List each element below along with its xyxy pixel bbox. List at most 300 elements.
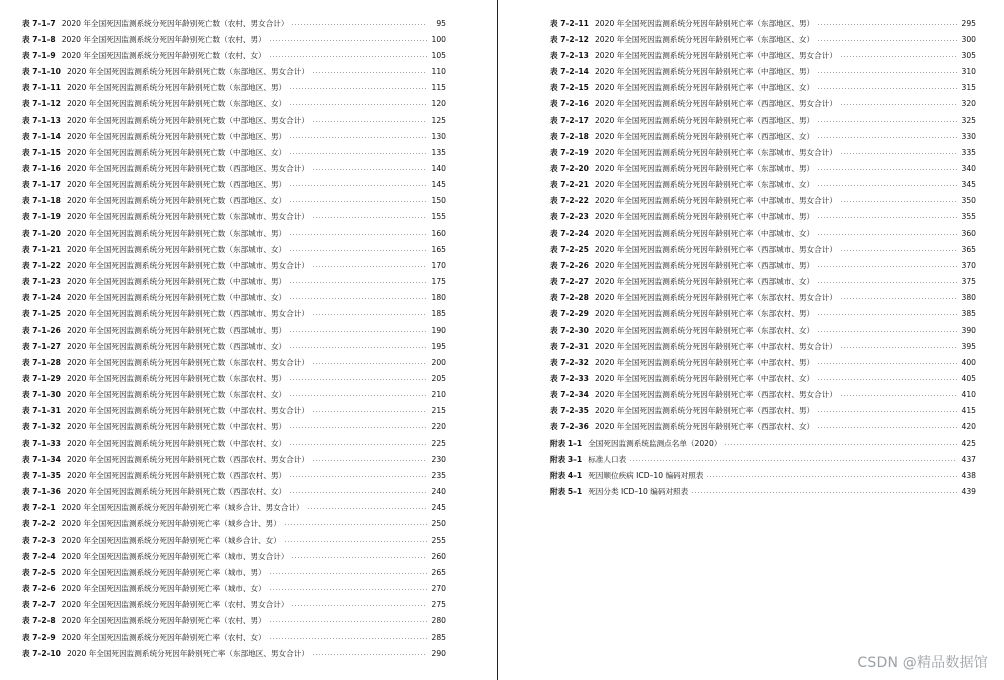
toc-entry[interactable] — [22, 96, 446, 112]
toc-entry[interactable] — [550, 193, 976, 209]
toc-entry[interactable] — [550, 435, 976, 451]
toc-entry[interactable] — [22, 144, 446, 160]
toc-entry-id: 表 7–1–31 — [22, 406, 61, 416]
dot-leader — [289, 476, 427, 477]
toc-entry-title: 2020 年全国死因监测系统分死因年龄别死亡数（东部城市、男女合计） — [66, 212, 309, 222]
dot-leader — [289, 185, 427, 186]
toc-entry-page-number: 230 — [431, 454, 446, 464]
toc-entry-page-number: 415 — [961, 406, 976, 416]
toc-entry-page-number: 225 — [431, 438, 446, 448]
toc-entry-id: 表 7–2–11 — [550, 18, 589, 28]
dot-leader — [817, 137, 957, 138]
toc-entry-page-number: 385 — [961, 309, 976, 319]
toc-entry-id: 表 7–2–17 — [550, 115, 589, 125]
toc-entry-page-number: 110 — [431, 67, 446, 77]
toc-entry[interactable] — [22, 47, 446, 63]
toc-entry-title: 2020 年全国死因监测系统分死因年龄别死亡数（中部地区、男女合计） — [66, 115, 309, 125]
dot-leader — [289, 395, 427, 396]
toc-entry[interactable] — [550, 322, 976, 338]
toc-entry-id: 表 7–1–27 — [22, 341, 61, 351]
toc-entry-page-number: 425 — [961, 438, 976, 448]
toc-entry[interactable] — [22, 274, 446, 290]
dot-leader — [840, 347, 957, 348]
toc-entry-page-number: 100 — [431, 34, 446, 44]
toc-entry-id: 表 7–1–10 — [22, 67, 61, 77]
toc-entry-title: 2020 年全国死因监测系统分死因年龄别死亡数（西部城市、男） — [66, 325, 287, 335]
toc-entry[interactable] — [22, 354, 446, 370]
toc-entry-page-number: 270 — [431, 584, 446, 594]
dot-leader — [817, 24, 957, 25]
toc-entry[interactable] — [550, 31, 976, 47]
toc-entry-title: 2020 年全国死因监测系统分死因年龄别死亡率（中部地区、女） — [594, 83, 815, 93]
toc-entry-id: 表 7–2–20 — [550, 163, 589, 173]
toc-entry-id: 表 7–1–7 — [22, 18, 56, 28]
toc-entry-page-number: 285 — [431, 632, 446, 642]
toc-entry[interactable] — [22, 290, 446, 306]
dot-leader — [289, 298, 427, 299]
toc-entry-id: 表 7–1–30 — [22, 390, 61, 400]
toc-entry-page-number: 175 — [431, 277, 446, 287]
toc-entry-id: 表 7–2–5 — [22, 567, 56, 577]
toc-entry-id: 附表 4–1 — [550, 470, 583, 480]
dot-leader — [269, 40, 427, 41]
toc-entry-page-number: 135 — [431, 147, 446, 157]
dot-leader — [817, 185, 957, 186]
toc-entry-id: 附表 3–1 — [550, 454, 583, 464]
dot-leader — [289, 347, 427, 348]
toc-entry-title: 死因顺位疾病 ICD–10 编码对照表 — [588, 470, 704, 480]
toc-entry-title: 2020 年全国死因监测系统分死因年龄别死亡数（东部农村、女） — [66, 390, 287, 400]
dot-leader — [817, 121, 957, 122]
toc-entry-page-number: 180 — [431, 293, 446, 303]
toc-entry[interactable] — [550, 484, 976, 500]
toc-entry-page-number: 375 — [961, 277, 976, 287]
toc-entry-id: 表 7–1–25 — [22, 309, 61, 319]
toc-entry-title: 2020 年全国死因监测系统分死因年龄别死亡数（东部农村、男） — [66, 374, 287, 384]
dot-leader — [289, 282, 427, 283]
toc-entry-title: 2020 年全国死因监测系统分死因年龄别死亡数（中部农村、女） — [66, 438, 287, 448]
toc-entry-page-number: 95 — [436, 18, 446, 28]
dot-leader — [269, 589, 427, 590]
toc-entry-title: 2020 年全国死因监测系统分死因年龄别死亡率（城市、男） — [61, 567, 266, 577]
toc-entry-page-number: 190 — [431, 325, 446, 335]
toc-entry[interactable] — [550, 128, 976, 144]
toc-entry[interactable] — [550, 80, 976, 96]
toc-entry-title: 2020 年全国死因监测系统分死因年龄别死亡率（城乡合计、男女合计） — [61, 503, 304, 513]
toc-entry[interactable] — [22, 516, 446, 532]
toc-entry-id: 表 7–1–36 — [22, 487, 61, 497]
toc-entry-title: 2020 年全国死因监测系统分死因年龄别死亡数（中部城市、男女合计） — [66, 260, 309, 270]
toc-entry[interactable] — [22, 241, 446, 257]
toc-entry-title: 2020 年全国死因监测系统分死因年龄别死亡数（西部城市、男女合计） — [66, 309, 309, 319]
toc-entry[interactable] — [550, 403, 976, 419]
dot-leader — [817, 427, 957, 428]
toc-entry-title: 2020 年全国死因监测系统分死因年龄别死亡数（西部地区、男女合计） — [66, 163, 309, 173]
toc-entry-title: 2020 年全国死因监测系统分死因年龄别死亡率（东部农村、男） — [594, 309, 815, 319]
toc-entry-title: 2020 年全国死因监测系统分死因年龄别死亡数（东部地区、男女合计） — [66, 67, 309, 77]
dot-leader — [289, 427, 427, 428]
toc-entry-page-number: 210 — [431, 390, 446, 400]
toc-entry-page-number: 150 — [431, 196, 446, 206]
toc-entry-id: 表 7–1–29 — [22, 374, 61, 384]
dot-leader — [817, 88, 957, 89]
dot-leader — [817, 40, 957, 41]
toc-entry-id: 表 7–1–19 — [22, 212, 61, 222]
toc-entry[interactable] — [22, 177, 446, 193]
toc-entry-title: 2020 年全国死因监测系统分死因年龄别死亡数（西部城市、女） — [66, 341, 287, 351]
toc-entry-id: 表 7–2–15 — [550, 83, 589, 93]
toc-entry-page-number: 400 — [961, 357, 976, 367]
toc-entry-title: 2020 年全国死因监测系统分死因年龄别死亡率（西部地区、男） — [594, 115, 815, 125]
toc-entry-id: 表 7–1–33 — [22, 438, 61, 448]
toc-entry[interactable] — [22, 580, 446, 596]
toc-entry-id: 表 7–1–14 — [22, 131, 61, 141]
dot-leader — [817, 411, 957, 412]
toc-entry[interactable] — [22, 387, 446, 403]
toc-entry-title: 2020 年全国死因监测系统分死因年龄别死亡数（西部农村、男女合计） — [66, 454, 309, 464]
toc-entry-id: 表 7–2–3 — [22, 535, 56, 545]
toc-entry-id: 表 7–2–25 — [550, 244, 589, 254]
toc-entry-page-number: 315 — [961, 83, 976, 93]
toc-entry-id: 表 7–1–34 — [22, 454, 61, 464]
toc-entry-page-number: 165 — [431, 244, 446, 254]
toc-entry-page-number: 350 — [961, 196, 976, 206]
dot-leader — [840, 104, 957, 105]
toc-entry-title: 2020 年全国死因监测系统分死因年龄别死亡率（东部城市、女） — [594, 180, 815, 190]
toc-entry[interactable] — [22, 370, 446, 386]
toc-entry[interactable] — [550, 177, 976, 193]
dot-leader — [817, 314, 957, 315]
dot-leader — [269, 621, 427, 622]
toc-entry-page-number: 438 — [961, 470, 976, 480]
toc-entry-title: 2020 年全国死因监测系统分死因年龄别死亡数（中部城市、男） — [66, 277, 287, 287]
toc-entry-page-number: 335 — [961, 147, 976, 157]
toc-entry-page-number: 310 — [961, 67, 976, 77]
toc-entry[interactable] — [550, 451, 976, 467]
dot-leader — [291, 605, 427, 606]
toc-entry-title: 2020 年全国死因监测系统分死因年龄别死亡数（东部地区、女） — [66, 99, 287, 109]
toc-entry-title: 2020 年全国死因监测系统分死因年龄别死亡率（中部农村、男） — [594, 357, 815, 367]
dot-leader — [840, 153, 957, 154]
toc-entry[interactable] — [22, 467, 446, 483]
dot-leader — [289, 331, 427, 332]
page-divider — [497, 0, 498, 680]
toc-entry[interactable] — [22, 613, 446, 629]
toc-entry-page-number: 290 — [431, 648, 446, 658]
dot-leader — [284, 541, 427, 542]
toc-entry-id: 表 7–1–13 — [22, 115, 61, 125]
toc-entry[interactable] — [550, 467, 976, 483]
toc-entry-title: 2020 年全国死因监测系统分死因年龄别死亡率（西部农村、女） — [594, 422, 815, 432]
toc-entry[interactable] — [550, 306, 976, 322]
toc-entry-page-number: 280 — [431, 616, 446, 626]
toc-entry-id: 表 7–2–18 — [550, 131, 589, 141]
toc-entry[interactable] — [550, 370, 976, 386]
toc-entry[interactable] — [22, 500, 446, 516]
toc-entry-id: 表 7–2–14 — [550, 67, 589, 77]
toc-entry-page-number: 205 — [431, 374, 446, 384]
dot-leader — [629, 460, 957, 461]
dot-leader — [817, 217, 957, 218]
toc-entry-id: 表 7–2–24 — [550, 228, 589, 238]
toc-entry-title: 2020 年全国死因监测系统分死因年龄别死亡率（东部地区、女） — [594, 34, 815, 44]
toc-entry[interactable] — [22, 80, 446, 96]
toc-entry-title: 2020 年全国死因监测系统分死因年龄别死亡率（西部农村、男女合计） — [594, 390, 837, 400]
toc-entry-page-number: 355 — [961, 212, 976, 222]
dot-leader — [840, 250, 957, 251]
dot-leader — [817, 72, 957, 73]
toc-entry[interactable] — [22, 15, 446, 31]
toc-entry[interactable] — [550, 112, 976, 128]
toc-entry[interactable] — [22, 629, 446, 645]
toc-entry-page-number: 160 — [431, 228, 446, 238]
toc-entry-page-number: 125 — [431, 115, 446, 125]
toc-entry[interactable] — [22, 597, 446, 613]
toc-entry[interactable] — [22, 160, 446, 176]
toc-entry-id: 表 7–1–21 — [22, 244, 61, 254]
dot-leader — [289, 88, 427, 89]
dot-leader — [312, 121, 427, 122]
toc-entry-title: 2020 年全国死因监测系统分死因年龄别死亡率（东部农村、男女合计） — [594, 293, 837, 303]
toc-entry-page-number: 410 — [961, 390, 976, 400]
toc-entry-id: 表 7–2–34 — [550, 390, 589, 400]
toc-entry[interactable] — [22, 193, 446, 209]
dot-leader — [817, 331, 957, 332]
toc-entry[interactable] — [550, 338, 976, 354]
dot-leader — [291, 557, 427, 558]
dot-leader — [817, 379, 957, 380]
toc-entry-id: 表 7–2–35 — [550, 406, 589, 416]
toc-entry-title: 2020 年全国死因监测系统分死因年龄别死亡数（东部地区、男） — [66, 83, 287, 93]
dot-leader — [724, 444, 957, 445]
dot-leader — [312, 266, 427, 267]
toc-entry-title: 全国死因监测系统监测点名单（2020） — [588, 438, 722, 448]
toc-entry-id: 表 7–1–24 — [22, 293, 61, 303]
toc-entry[interactable] — [22, 31, 446, 47]
toc-entry[interactable] — [550, 160, 976, 176]
toc-entry-title: 2020 年全国死因监测系统分死因年龄别死亡数（东部农村、男女合计） — [66, 357, 309, 367]
toc-entry[interactable] — [550, 209, 976, 225]
toc-entry-id: 表 7–2–30 — [550, 325, 589, 335]
toc-entry-id: 表 7–2–4 — [22, 551, 56, 561]
toc-entry[interactable] — [550, 47, 976, 63]
toc-entry-id: 表 7–1–35 — [22, 470, 61, 480]
toc-entry-id: 表 7–1–18 — [22, 196, 61, 206]
toc-entry[interactable] — [22, 257, 446, 273]
toc-entry[interactable] — [22, 564, 446, 580]
toc-entry-title: 2020 年全国死因监测系统分死因年龄别死亡数（西部地区、女） — [66, 196, 287, 206]
toc-entry-title: 2020 年全国死因监测系统分死因年龄别死亡率（中部地区、男女合计） — [594, 50, 837, 60]
toc-entry-id: 表 7–1–20 — [22, 228, 61, 238]
toc-entry[interactable] — [550, 15, 976, 31]
toc-entry-page-number: 200 — [431, 357, 446, 367]
toc-entry-title: 2020 年全国死因监测系统分死因年龄别死亡数（中部地区、女） — [66, 147, 287, 157]
toc-entry-id: 表 7–1–15 — [22, 147, 61, 157]
toc-entry[interactable] — [22, 451, 446, 467]
toc-entry-id: 附表 5–1 — [550, 487, 583, 497]
toc-entry-title: 2020 年全国死因监测系统分死因年龄别死亡率（城市、女） — [61, 584, 266, 594]
toc-entry-page-number: 360 — [961, 228, 976, 238]
toc-entry-id: 表 7–2–1 — [22, 503, 56, 513]
toc-entry-page-number: 405 — [961, 374, 976, 384]
toc-entry-id: 表 7–2–10 — [22, 648, 61, 658]
toc-entry-id: 表 7–1–9 — [22, 50, 56, 60]
toc-entry-page-number: 437 — [961, 454, 976, 464]
dot-leader — [312, 411, 427, 412]
toc-entry-title: 2020 年全国死因监测系统分死因年龄别死亡数（农村、男） — [61, 34, 266, 44]
toc-entry[interactable] — [550, 257, 976, 273]
toc-entry[interactable] — [22, 225, 446, 241]
toc-entry-page-number: 115 — [431, 83, 446, 93]
toc-entry-page-number: 395 — [961, 341, 976, 351]
toc-entry[interactable] — [550, 354, 976, 370]
dot-leader — [817, 266, 957, 267]
toc-entry-title: 2020 年全国死因监测系统分死因年龄别死亡率（东部城市、男女合计） — [594, 147, 837, 157]
toc-entry[interactable] — [550, 419, 976, 435]
toc-entry-id: 表 7–2–21 — [550, 180, 589, 190]
toc-entry[interactable] — [22, 63, 446, 79]
toc-entry[interactable] — [22, 403, 446, 419]
dot-leader — [840, 56, 957, 57]
toc-entry-id: 表 7–2–19 — [550, 147, 589, 157]
toc-entry-page-number: 155 — [431, 212, 446, 222]
toc-entry-page-number: 390 — [961, 325, 976, 335]
toc-entry-page-number: 330 — [961, 131, 976, 141]
toc-entry-id: 表 7–2–23 — [550, 212, 589, 222]
toc-entry-title: 2020 年全国死因监测系统分死因年龄别死亡率（农村、男女合计） — [61, 600, 289, 610]
toc-entry-title: 2020 年全国死因监测系统分死因年龄别死亡率（东部农村、女） — [594, 325, 815, 335]
toc-entry-id: 表 7–1–26 — [22, 325, 61, 335]
toc-entry[interactable] — [22, 645, 446, 661]
toc-entry-page-number: 185 — [431, 309, 446, 319]
toc-entry[interactable] — [22, 306, 446, 322]
dot-leader — [289, 379, 427, 380]
toc-entry-title: 2020 年全国死因监测系统分死因年龄别死亡率（西部城市、男女合计） — [594, 244, 837, 254]
toc-entry-id: 表 7–2–9 — [22, 632, 56, 642]
toc-entry[interactable] — [550, 387, 976, 403]
toc-entry-page-number: 275 — [431, 600, 446, 610]
toc-entry-page-number: 195 — [431, 341, 446, 351]
toc-entry-id: 表 7–2–13 — [550, 50, 589, 60]
toc-entry[interactable] — [550, 63, 976, 79]
toc-entry[interactable] — [22, 209, 446, 225]
dot-leader — [312, 72, 427, 73]
toc-entry[interactable] — [550, 290, 976, 306]
toc-entry-title: 2020 年全国死因监测系统分死因年龄别死亡率（中部城市、女） — [594, 228, 815, 238]
toc-entry-page-number: 380 — [961, 293, 976, 303]
dot-leader — [289, 201, 427, 202]
dot-leader — [706, 476, 957, 477]
dot-leader — [312, 654, 427, 655]
toc-entry-id: 表 7–1–28 — [22, 357, 61, 367]
toc-entry-id: 表 7–1–16 — [22, 163, 61, 173]
toc-entry-page-number: 370 — [961, 260, 976, 270]
toc-entry-page-number: 140 — [431, 163, 446, 173]
dot-leader — [291, 24, 427, 25]
toc-entry[interactable] — [22, 338, 446, 354]
toc-entry-page-number: 260 — [431, 551, 446, 561]
toc-entry[interactable] — [550, 274, 976, 290]
toc-entry-page-number: 220 — [431, 422, 446, 432]
toc-entry-page-number: 340 — [961, 163, 976, 173]
dot-leader — [691, 492, 957, 493]
dot-leader — [817, 363, 957, 364]
toc-entry-id: 表 7–2–33 — [550, 374, 589, 384]
toc-entry-page-number: 439 — [961, 487, 976, 497]
toc-entry[interactable] — [22, 435, 446, 451]
toc-entry-id: 表 7–2–12 — [550, 34, 589, 44]
toc-entry-page-number: 255 — [431, 535, 446, 545]
toc-entry-id: 表 7–1–8 — [22, 34, 56, 44]
dot-leader — [289, 444, 427, 445]
toc-entry-id: 表 7–1–12 — [22, 99, 61, 109]
toc-entry-page-number: 105 — [431, 50, 446, 60]
toc-entry-title: 2020 年全国死因监测系统分死因年龄别死亡率（西部城市、男） — [594, 260, 815, 270]
dot-leader — [307, 508, 427, 509]
toc-entry-title: 2020 年全国死因监测系统分死因年龄别死亡率（农村、男） — [61, 616, 266, 626]
toc-entry-id: 表 7–2–31 — [550, 341, 589, 351]
toc-entry-id: 表 7–2–27 — [550, 277, 589, 287]
dot-leader — [289, 250, 427, 251]
toc-entry-title: 2020 年全国死因监测系统分死因年龄别死亡数（西部农村、女） — [66, 487, 287, 497]
toc-entry[interactable] — [22, 548, 446, 564]
toc-entry[interactable] — [550, 241, 976, 257]
dot-leader — [289, 137, 427, 138]
toc-entry[interactable] — [550, 144, 976, 160]
toc-entry-page-number: 235 — [431, 470, 446, 480]
toc-entry[interactable] — [22, 112, 446, 128]
toc-entry-title: 2020 年全国死因监测系统分死因年龄别死亡数（农村、女） — [61, 50, 266, 60]
toc-entry[interactable] — [22, 322, 446, 338]
toc-entry-id: 表 7–1–23 — [22, 277, 61, 287]
dot-leader — [817, 282, 957, 283]
toc-entry-page-number: 420 — [961, 422, 976, 432]
toc-entry-title: 2020 年全国死因监测系统分死因年龄别死亡率（城乡合计、女） — [61, 535, 281, 545]
toc-entry-id: 表 7–2–22 — [550, 196, 589, 206]
toc-entry-page-number: 320 — [961, 99, 976, 109]
toc-entry[interactable] — [22, 532, 446, 548]
toc-entry[interactable] — [22, 128, 446, 144]
toc-entry[interactable] — [550, 225, 976, 241]
toc-entry-id: 表 7–1–32 — [22, 422, 61, 432]
toc-entry[interactable] — [22, 484, 446, 500]
toc-entry-title: 2020 年全国死因监测系统分死因年龄别死亡率（西部地区、男女合计） — [594, 99, 837, 109]
toc-entry-title: 2020 年全国死因监测系统分死因年龄别死亡率（中部农村、女） — [594, 374, 815, 384]
dot-leader — [284, 524, 427, 525]
toc-entry-title: 2020 年全国死因监测系统分死因年龄别死亡数（中部农村、男女合计） — [66, 406, 309, 416]
toc-entry-page-number: 145 — [431, 180, 446, 190]
dot-leader — [840, 395, 957, 396]
toc-entry-title: 2020 年全国死因监测系统分死因年龄别死亡数（东部城市、女） — [66, 244, 287, 254]
toc-entry-title: 2020 年全国死因监测系统分死因年龄别死亡率（西部农村、男） — [594, 406, 815, 416]
toc-entry[interactable] — [550, 96, 976, 112]
toc-entry-page-number: 345 — [961, 180, 976, 190]
toc-entry-title: 2020 年全国死因监测系统分死因年龄别死亡率（东部地区、男女合计） — [66, 648, 309, 658]
toc-entry-title: 2020 年全国死因监测系统分死因年龄别死亡数（中部地区、男） — [66, 131, 287, 141]
toc-entry-id: 表 7–2–28 — [550, 293, 589, 303]
toc-entry-title: 2020 年全国死因监测系统分死因年龄别死亡率（东部城市、男） — [594, 163, 815, 173]
toc-entry-id: 表 7–2–2 — [22, 519, 56, 529]
toc-entry-title: 2020 年全国死因监测系统分死因年龄别死亡率（农村、女） — [61, 632, 266, 642]
toc-entry[interactable] — [22, 419, 446, 435]
toc-entry-page-number: 265 — [431, 567, 446, 577]
toc-entry-title: 2020 年全国死因监测系统分死因年龄别死亡率（西部城市、女） — [594, 277, 815, 287]
toc-entry-title: 2020 年全国死因监测系统分死因年龄别死亡率（中部农村、男女合计） — [594, 341, 837, 351]
left-toc-page — [22, 15, 446, 661]
toc-entry-title: 死因分类 ICD–10 编码对照表 — [588, 487, 689, 497]
toc-entry-title: 2020 年全国死因监测系统分死因年龄别死亡率（中部城市、男女合计） — [594, 196, 837, 206]
toc-entry-id: 表 7–2–7 — [22, 600, 56, 610]
